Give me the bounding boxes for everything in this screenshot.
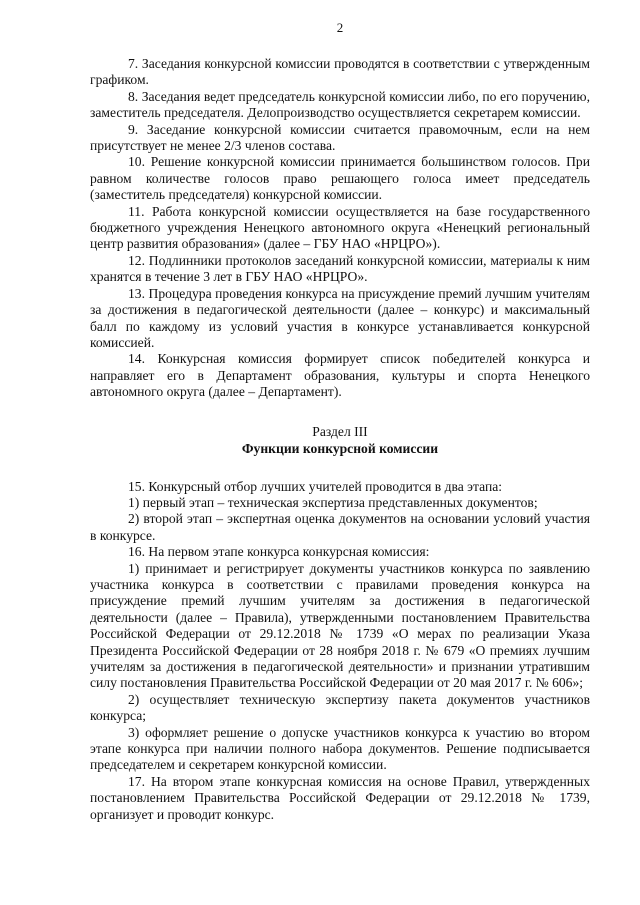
paragraph-16: 16. На первом этапе конкурса конкурсная комиссия: <box>128 544 430 560</box>
paragraph-10: 10. Решение конкурсной комиссии принимается большинством голосов. При равном количестве голосов право решающего голоса имеет председатель (заместитель председателя) конкурсной комиссии. <box>90 154 590 203</box>
section-heading: Раздел III <box>312 423 368 439</box>
paragraph-8: 8. Заседания ведет председатель конкурсной комиссии либо, по его поручению, заместитель председателя. Делопроизводство осуществляется секретарем комиссии. <box>90 88 590 121</box>
paragraph-16-item-1: 1) принимает и регистрирует документы участников конкурса по заявлению участника конкурса в соответствии с правилами проведения конкурса на присуждение премий лучшим учителям за достижения в педагогической деятельности (далее – Правила), утвержденными постановлением Правительства Российской Федерации от 29.12.2018 № 1739 «О мерах по реализации Указа Президента Российской Федерации от 28 ноября 2018 г. № 679 «О премиях лучшим учителям за достижения в педагогической деятельности» и признании утратившим силу постановления Правительства Российской Федерации от 20 мая 2017 г. № 606»; <box>90 560 590 691</box>
paragraph-14: 14. Конкурсная комиссия формирует список победителей конкурса и направляет его в Департамент образования, культуры и спорта Ненецкого автономного округа (далее – Департамент). <box>90 351 590 400</box>
paragraph-16-item-2: 2) осуществляет техническую экспертизу пакета документов участников конкурса; <box>90 691 590 724</box>
paragraph-17: 17. На втором этапе конкурсная комиссия на основе Правил, утвержденных постановлением Правительства Российской Федерации от 29.12.2018 № 1739, организует и проводит конкурс. <box>90 773 590 822</box>
page-number: 2 <box>336 20 344 35</box>
paragraph-15-item-1: 1) первый этап – техническая экспертиза представленных документов; <box>128 494 538 510</box>
document-page <box>90 0 590 905</box>
paragraph-16-item-3: 3) оформляет решение о допуске участников конкурса к участию во втором этапе конкурса при наличии полного набора документов. Решение подписывается председателем и секретарем конкурсной комиссии. <box>90 724 590 773</box>
paragraph-12: 12. Подлинники протоколов заседаний конкурсной комиссии, материалы к ним хранятся в течение 3 лет в ГБУ НАО «НРЦРО». <box>90 252 590 285</box>
paragraph-15-item-2: 2) второй этап – экспертная оценка документов на основании условий участия в конкурсе. <box>90 511 590 543</box>
document-body <box>90 56 590 823</box>
paragraph-15: 15. Конкурсный отбор лучших учителей проводится в два этапа: <box>128 478 503 494</box>
paragraph-11: 11. Работа конкурсной комиссии осуществляется на базе государственного бюджетного учреждения Ненецкого автономного округа «Ненецкий региональный центр развития образования» (далее – ГБУ НАО «НРЦРО»). <box>90 203 590 252</box>
paragraph-9: 9. Заседание конкурсной комиссии считается правомочным, если на нем присутствует не менее 2/3 членов состава. <box>90 121 590 154</box>
paragraph-13: 13. Процедура проведения конкурса на присуждение премий лучшим учителям за достижения в педагогической деятельности (далее – конкурс) и максимальный балл по каждому из условий участия в конкурсе устанавливается конкурсной комиссией. <box>90 285 590 350</box>
section-title: Функции конкурсной комиссии <box>241 440 439 456</box>
paragraph-7: 7. Заседания конкурсной комиссии проводятся в соответствии с утвержденным графиком. <box>90 56 590 88</box>
